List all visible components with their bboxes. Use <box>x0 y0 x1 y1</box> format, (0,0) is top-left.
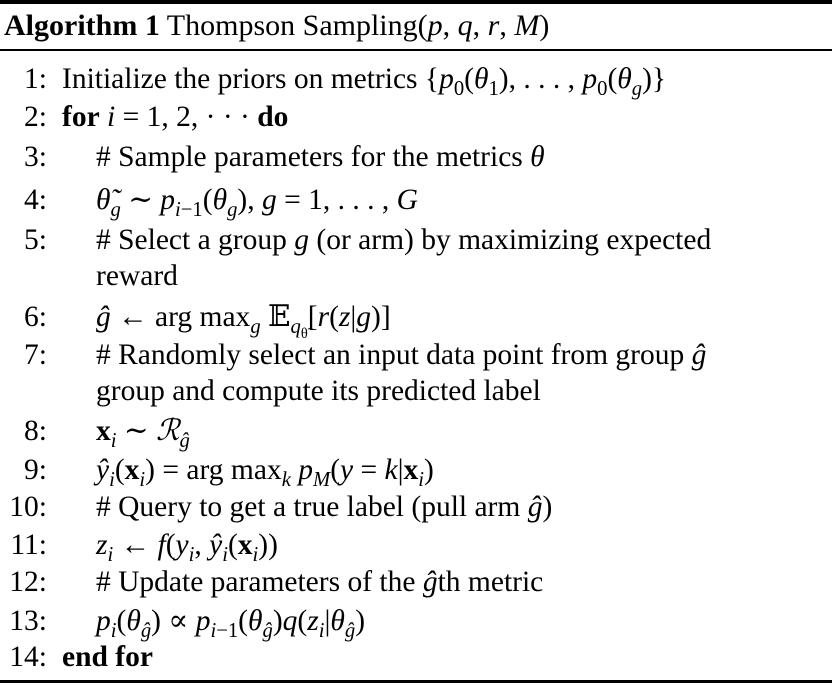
line-text: # Update parameters of the ĝth metric <box>96 566 544 598</box>
line-number: 6: <box>24 301 47 333</box>
line-text: # Randomly select an input data point from group ĝ <box>96 339 707 371</box>
line-text: ĝ ← arg $\max_g$ 𝔼$_{q_{\thetã}}$[r(z|g)] <box>96 301 391 343</box>
line-number: 11: <box>10 529 47 561</box>
algorithm-title: Thompson Sampling(p, q, r, M) <box>166 9 550 42</box>
line-number: 3: <box>24 141 47 173</box>
header-rule <box>0 49 832 51</box>
line-text: # Sample parameters for the metrics θ <box>96 141 545 173</box>
line-number: 4: <box>24 184 47 216</box>
bottom-rule <box>0 680 832 683</box>
line-text: $z_i$ ← $f(y_i$, $ŷ_i(x_i)$) <box>96 529 278 566</box>
line-number: 12: <box>9 566 47 598</box>
line-number: 1: <box>24 63 47 95</box>
line-number: 9: <box>24 454 47 486</box>
keyword-do: do <box>257 101 289 133</box>
keyword-for: for <box>62 101 100 133</box>
line-text: $ŷ_i(x_i)$ = arg $\max_k p_M(y = k|x_i)$ <box>96 454 434 491</box>
algorithm-header <box>4 3 549 49</box>
line-text: # Query to get a true label (pull arm ĝ) <box>96 491 553 523</box>
line-number: 7: <box>24 339 47 371</box>
line-number: 14: <box>9 641 47 673</box>
line-number: 5: <box>24 224 47 256</box>
line-number: 2: <box>24 101 47 133</box>
keyword-end-for: end for <box>62 641 153 673</box>
algorithm-label: Algorithm 1 <box>4 9 160 42</box>
line-number: 13: <box>9 605 47 637</box>
line-text: Initialize the priors on metrics {$p_0(\theta_1)$, . . . , $p_0(\theta_g)$} <box>62 63 667 100</box>
line-text-continued: reward <box>96 260 178 292</box>
line-text-continued: group and compute its predicted label <box>96 375 541 407</box>
line-text: # Select a group g (or arm) by maximizing expected <box>96 224 712 256</box>
line-text: for i = 1, 2, · · · do <box>62 101 289 133</box>
line-text: $\thetã_g$ ∼ $p_{i-1}(\theta_g)$, g = 1, . . . , G <box>96 184 418 221</box>
line-number: 8: <box>24 415 47 447</box>
line-text: $p_i(\theta_ĝ) \propto p_{i-1}(\theta_ĝ)q(z_i|\theta_ĝ)$ <box>96 605 366 642</box>
line-text: $x_i$ ∼ ℛ$_ĝ$ <box>96 415 190 452</box>
line-number: 10: <box>9 491 47 523</box>
